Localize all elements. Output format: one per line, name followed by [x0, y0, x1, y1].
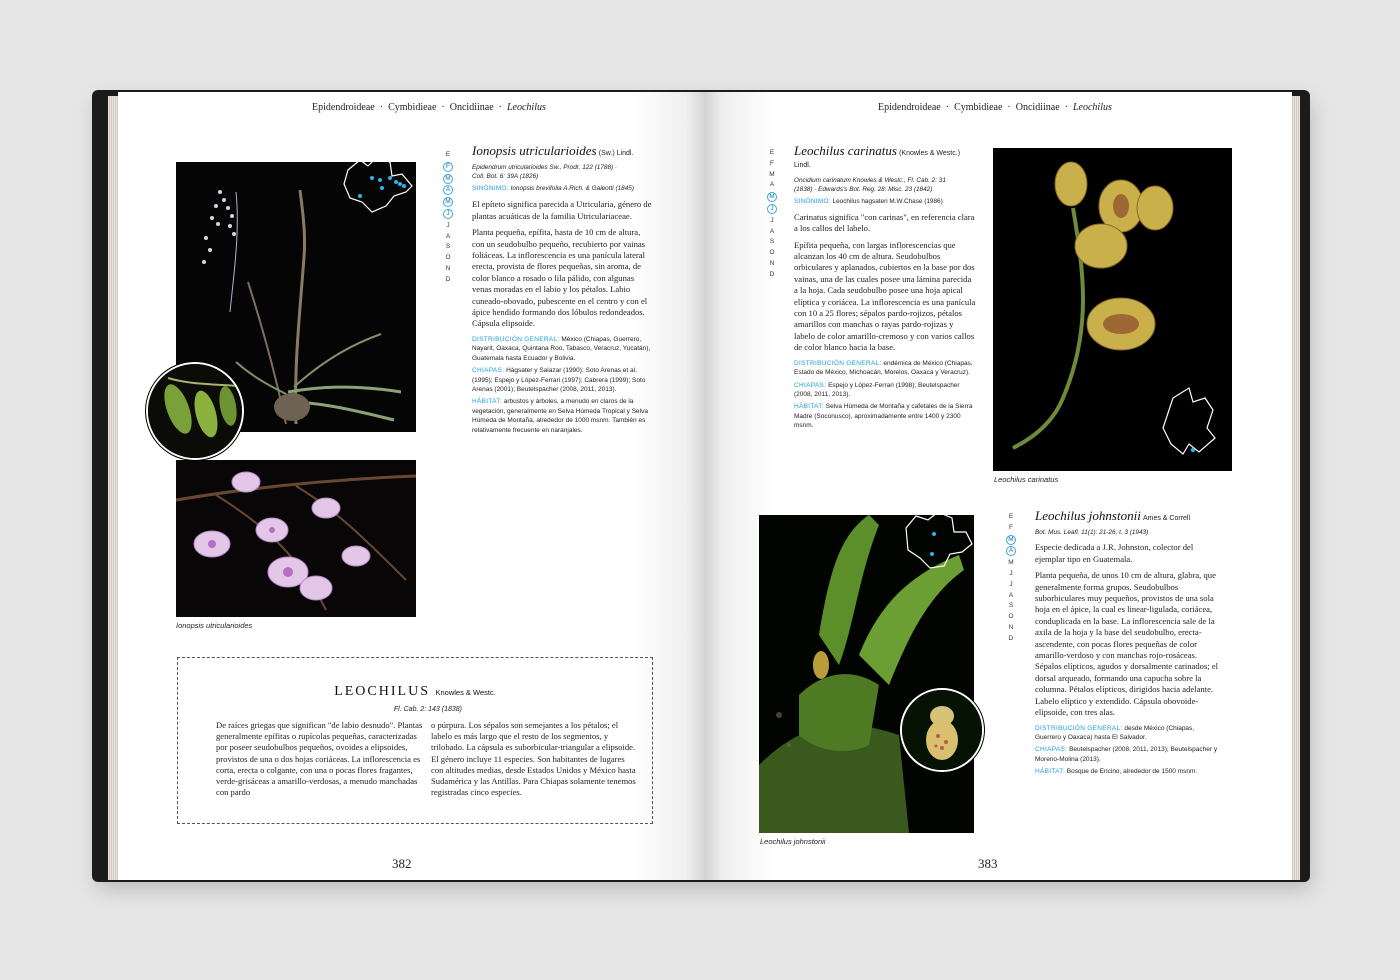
month: D	[445, 275, 451, 283]
page-number: 382	[392, 856, 412, 871]
species-author: Ames & Correll	[1142, 515, 1191, 522]
month: J	[770, 216, 774, 224]
month-flowering: M	[443, 174, 453, 184]
chiapas-records: CHIAPAS: Hágsater y Salazar (1990); Soto Arenas et al. (1995); Espejo y López-Ferrari (1997); Cabrera (1999); Soto Arenas (2001); Beutelspacher (2008, 2011, 2013).	[472, 367, 646, 393]
month: M	[769, 170, 775, 178]
caption-johnstonii: Leochilus johnstonii	[760, 837, 826, 846]
johnstonii-flower-detail	[900, 688, 984, 772]
month-flowering: A	[1006, 546, 1016, 556]
genus-text-col2: o púrpura. Los sépalos son semejantes a los pétalos; el labelo es más largo que el resto de los segmentos, y trilobado. La cápsula es suborbicular-triangular a elipsoide. El género incluye 11 especies. Son habitantes de lugares con altitudes medias, desde Estados Unidos y México hasta Sudamérica y las Antillas. Para Chiapas solamente tenemos registradas cinco especies.	[431, 720, 636, 798]
month: N	[769, 259, 775, 267]
month: O	[1008, 613, 1014, 621]
flowering-months-ionopsis	[442, 150, 454, 286]
description: Planta pequeña, epífita, hasta de 10 cm de altura, con un seudobulbo pequeño, recubierto por vainas foliáceas. La inflorescencia es una panícula lateral erecta, provista de flores pequeñas, sin aroma, de color blanco a rosado o lila pálido, con algunas venas moradas en el labio y los pétalos. Labio cuneado-obovado, pubescente en el centro y con el ápice hendido formando dos lóbulos redondeados. Cápsula elipsoide.	[472, 227, 648, 329]
distribution-map-ionopsis	[338, 156, 418, 220]
month: J	[1009, 580, 1013, 588]
distribution: DISTRIBUCIÓN GENERAL: desde México (Chiapas, Guerrero y Oaxaca) hasta El Salvador.	[1035, 724, 1195, 741]
species-entry-johnstonii	[1035, 510, 1219, 780]
month: S	[445, 243, 451, 251]
caption-carinatus: Leochilus carinatus	[994, 475, 1059, 484]
month: D	[1008, 634, 1014, 642]
month-flowering: J	[443, 209, 453, 219]
month: O	[445, 254, 451, 262]
month: N	[1008, 623, 1014, 631]
genus-box-leochilus	[177, 657, 653, 824]
month-flowering: A	[443, 185, 453, 195]
description: Epífita pequeña, con largas inflorescencias que alcanzan los 40 cm de altura. Seudobulbos orbiculares y aplanados, cubiertos en la base por dos vainas, una de las cuales posee una lámina parecida a la hoja. Cada seudobulbo posee una hoja apical elíptica y coriácea. La inflorescencia es una panícula con 10 a 25 flores; sépalos pardo-rojizos, pétalos amarillos con manchas o rayas pardo-rojizas y labelo de color amarillo-cremoso y con varios callos de color blanco hacia la base.	[794, 239, 976, 353]
carinatus-photo	[993, 148, 1232, 471]
month: E	[445, 151, 451, 158]
month: D	[769, 270, 775, 278]
month-flowering: M	[1006, 535, 1016, 545]
right-page	[704, 92, 1292, 880]
etymology: El epíteto significa parecida a Utricularia, género de plantas acuáticas de la familia Utriculariaceae.	[472, 199, 652, 221]
genus-title: LEOCHILUS Knowles & Westc.	[334, 684, 496, 699]
month: A	[445, 232, 451, 240]
chiapas-records: CHIAPAS: Espejo y López-Ferrari (1998); Beutelspacher (2008, 2011, 2013).	[794, 381, 960, 398]
month: M	[1008, 559, 1014, 567]
distribution-map-johnstonii	[898, 510, 978, 574]
etymology: Especie dedicada a J.R. Johnston, colector del ejemplar tipo en Guatemala.	[1035, 542, 1194, 564]
synonym: SINÓNIMO: Leochilus hagsateri M.W.Chase (1986)	[794, 197, 943, 205]
month: F	[770, 159, 774, 167]
month: A	[1008, 591, 1014, 599]
species-reference: Bot. Mus. Leafl. 11(1): 21-26, t. 3 (1943)	[1035, 529, 1149, 537]
genus-text-col1: De raíces griegas que significan "de labio desnudo". Plantas generalmente epífitas o rupícolas pequeñas, caracterizadas por poseer seudobulbos pequeños, ovoides a elipsoides, provistos de una o dos hojas coriáceas. La inflorescencia es corta, erecta o colgante, con una o pocas flores fragantes, verde-grisáceas a amarillo-verdosas, a menudo manchadas con pardo	[216, 720, 423, 798]
etymology: Carinatus significa "con carinas", en referencia clara a los callos del labelo.	[794, 211, 975, 234]
synonym: SINÓNIMO: Ionopsis brevifolia A.Rich. & Galeotti (1845)	[472, 185, 634, 193]
month: J	[446, 221, 450, 229]
flowering-months-johnstonii	[1005, 512, 1017, 645]
species-title: Ionopsis utricularioides	[472, 143, 597, 158]
distribution: DISTRIBUCIÓN GENERAL: México (Chiapas, Guerrero, Nayarit, Oaxaca, Quintana Roo, Tabasco, Veracruz, Yucatán), Guatemala hasta Ecuador y Bolivia.	[472, 335, 651, 362]
month: N	[445, 264, 451, 272]
species-reference: Oncidium carinatum Knowles & Westc., Fl. Cab. 2: 31 (1838) · Edwards's Bot. Reg. 28: Misc. 23 (1842)	[794, 176, 946, 193]
flowering-months-carinatus	[766, 148, 778, 281]
month: F	[1009, 523, 1013, 531]
habitat: HÁBITAT: arbustos y árboles, a menudo en claros de la vegetación, generalmente en Selva Húmeda Tropical y Selva Húmeda de Montaña, alrededor de 1000 msnm. También es relativamente frecuente en naranjales.	[472, 398, 648, 434]
month: S	[769, 238, 775, 246]
month-flowering: M	[443, 197, 453, 207]
month-flowering: M	[767, 192, 777, 202]
month: A	[769, 181, 775, 189]
species-author: (Knowles & Westc.) Lindl.	[794, 150, 961, 170]
month: O	[769, 249, 775, 257]
species-author: (Sw.) Lindl.	[598, 150, 634, 157]
ionopsis-capsule-detail	[146, 362, 244, 460]
ionopsis-flowers-photo	[176, 460, 416, 617]
habitat: HÁBITAT: Selva Húmeda de Montaña y cafetales de la Sierra Madre (Soconusco), aproximadamente entre 1400 y 2300 msnm.	[794, 403, 973, 430]
left-page	[118, 92, 704, 880]
species-reference: Epidendrum utricularioides Sw., Prodr. 122 (1788) · Coll. Bot. 6: 39A (1826)	[472, 164, 618, 181]
description: Planta pequeña, de unos 10 cm de altura, glabra, que generalmente forma grupos. Seudobulbos suborbiculares muy pequeños, provistos de una sola hoja en el ápice, la cual es linear-ligulada, coriácea, conduplicada en la base. La inflorescencia sale de la axila de la hoja y la base del seudobulbo, erecta-ascendente, con pocas flores pequeñas de color amarillo-verdoso y con manchas rojo-rosáceas. Sépalos elípticos, agudos y dorsalmente carinados; el dorsal arqueado, formando una capucha sobre la columna. Pétalos elípticos, dirigidos hacia adelante. Labelo elíptico y extendido. Cápsula obovoide-elipsoide, con tres alas.	[1035, 570, 1219, 718]
genus-reference: Fl. Cab. 2: 143 (1838)	[393, 706, 462, 713]
month: E	[1008, 513, 1014, 520]
month-flowering: F	[443, 162, 453, 172]
chiapas-records: CHIAPAS: Beutelspacher (2008, 2011, 2013); Beutelspacher y Moreno-Molina (2013).	[1035, 746, 1218, 763]
page-edges-left	[108, 96, 118, 880]
month: S	[1008, 602, 1014, 610]
habitat: HÁBITAT: Bosque de Encino, alrededor de 1500 msnm.	[1035, 768, 1198, 776]
month: E	[769, 149, 775, 156]
month: A	[769, 227, 775, 235]
running-head: Epidendroideae · Cymbidieae · Oncidiinae · Leochilus	[312, 102, 546, 113]
month: J	[1009, 569, 1013, 577]
page-number: 383	[978, 856, 998, 871]
distribution: DISTRIBUCIÓN GENERAL: endémica de México (Chiapas, Estado de México, Michoacán, Morelos, Oaxaca y Veracruz).	[794, 359, 973, 377]
species-entry-carinatus	[794, 145, 976, 434]
month-flowering: J	[767, 204, 777, 214]
species-entry-ionopsis	[472, 145, 652, 438]
species-title: Leochilus carinatus	[794, 143, 897, 158]
species-title: Leochilus johnstonii	[1035, 508, 1141, 523]
caption-ionopsis: Ionopsis utricularioides	[176, 621, 253, 630]
running-head: Epidendroideae · Cymbidieae · Oncidiinae · Leochilus	[878, 102, 1112, 113]
